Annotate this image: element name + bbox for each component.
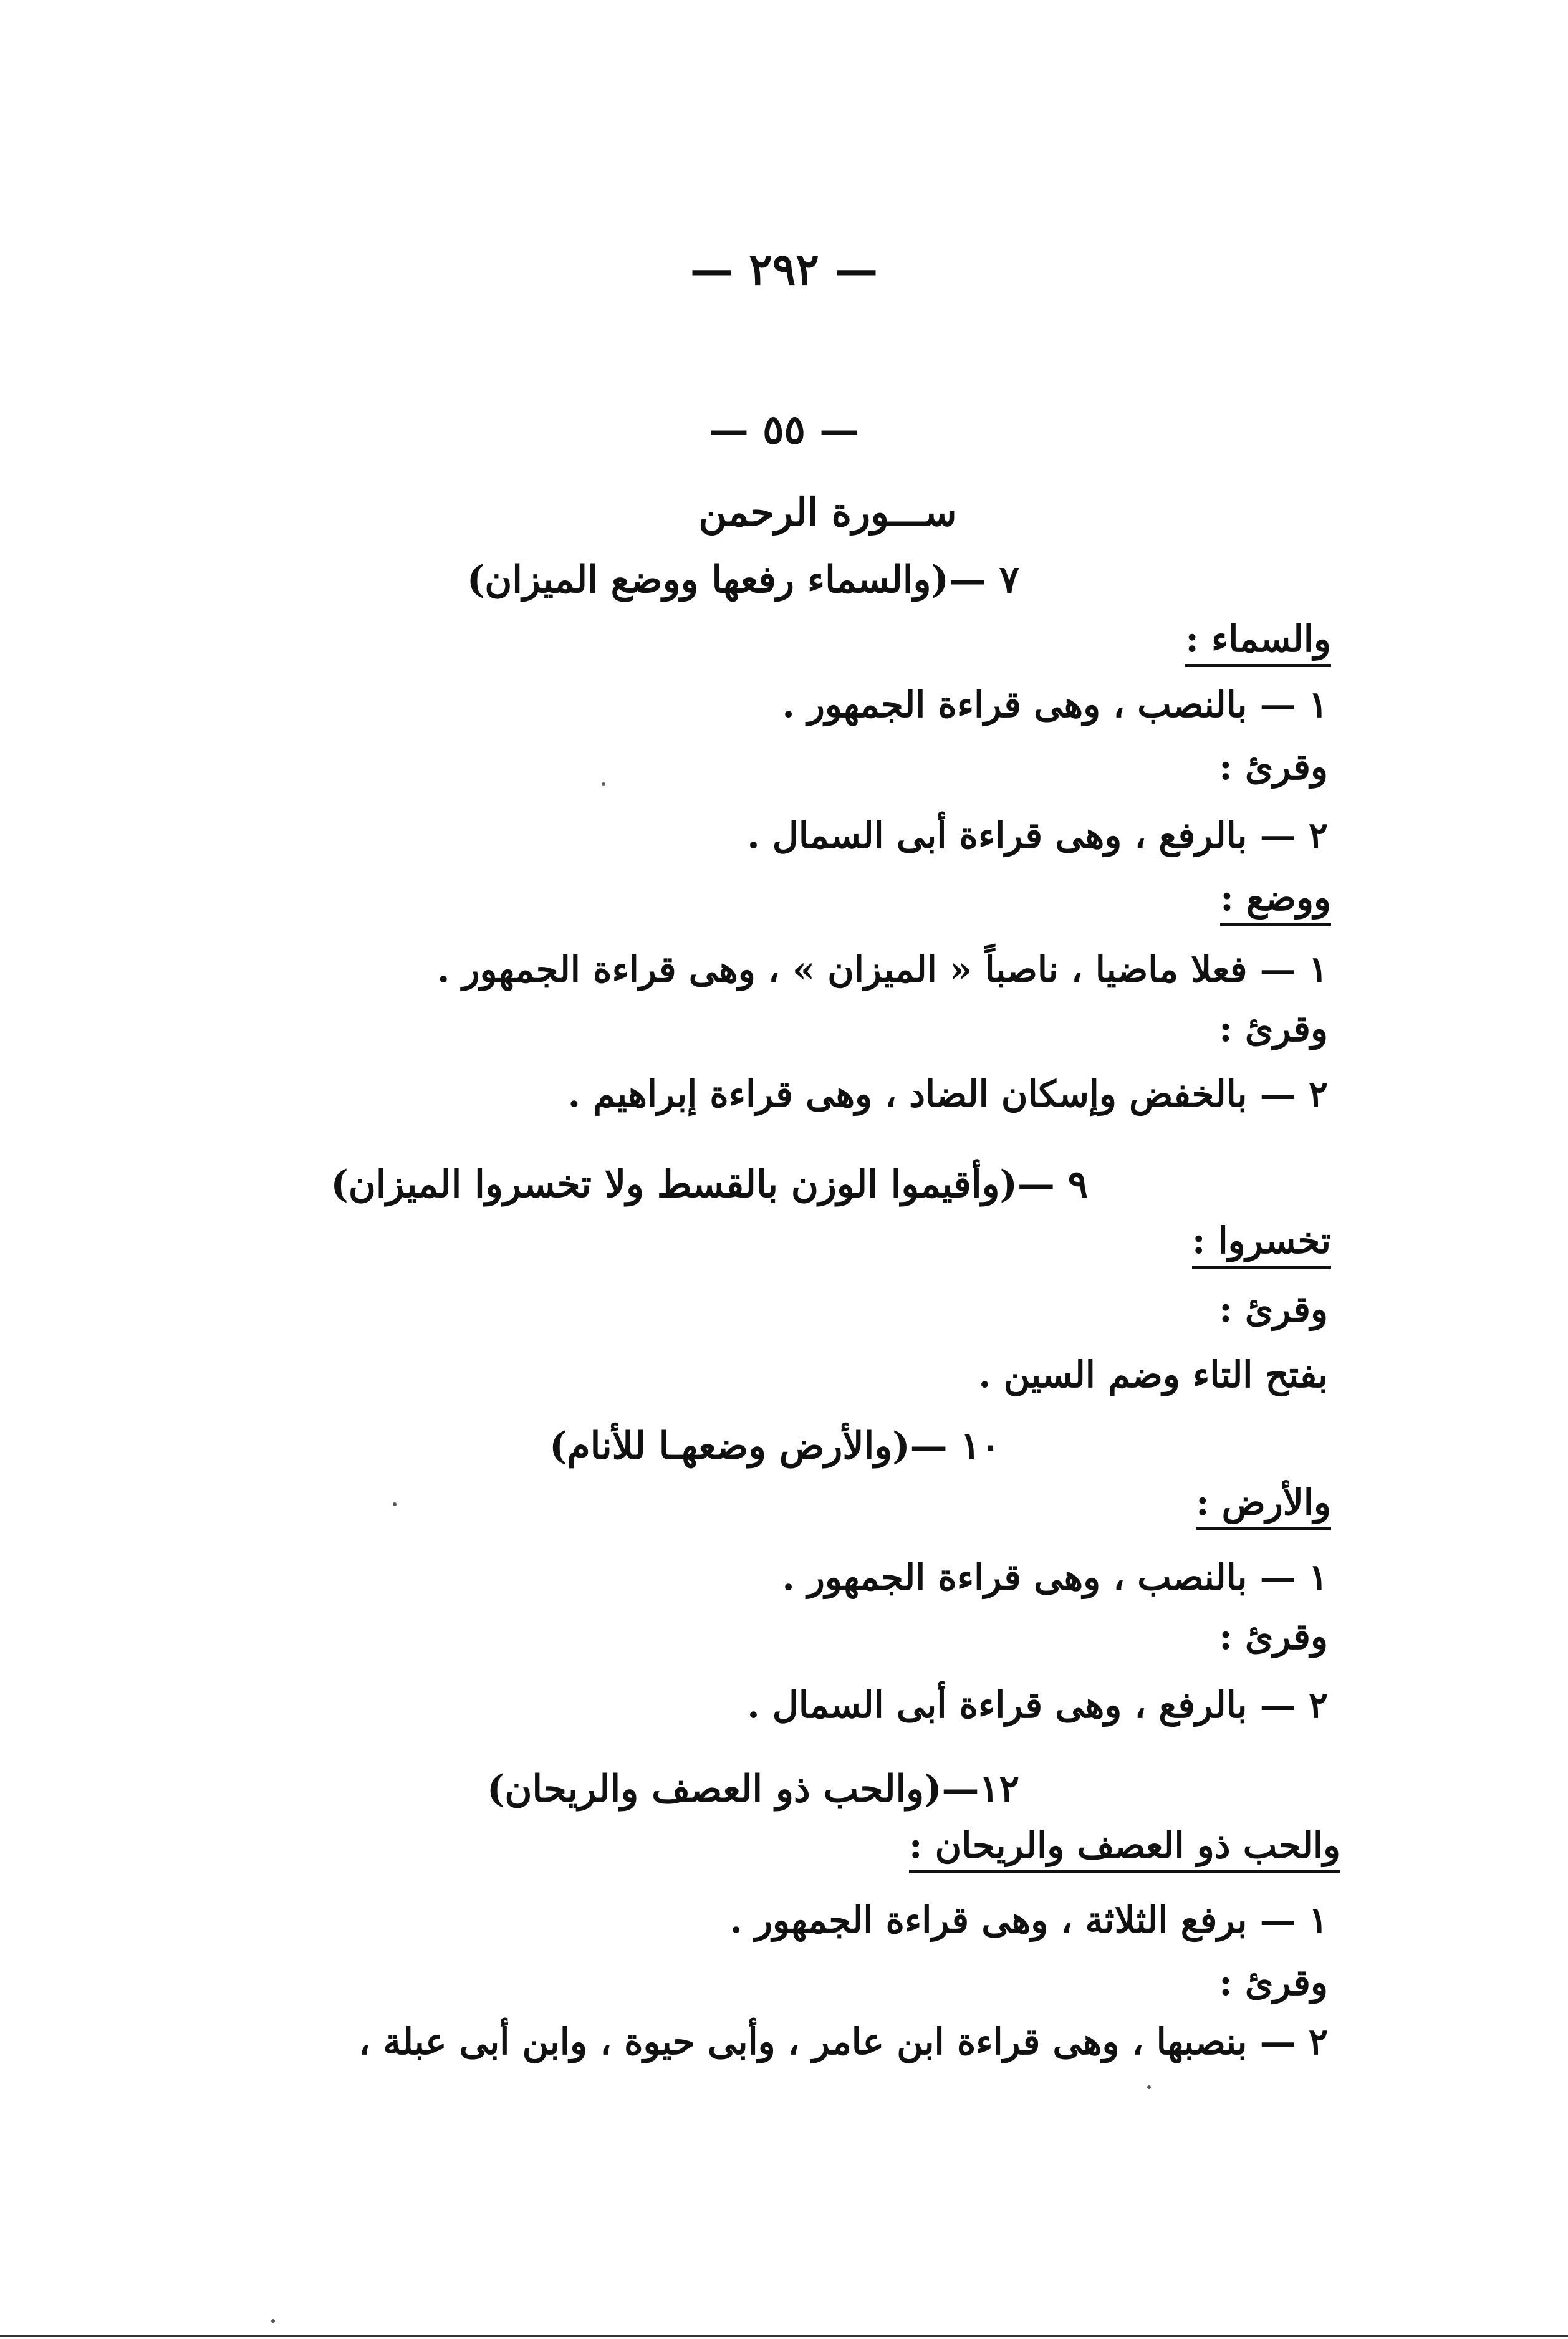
bottom-edge-line: [0, 2335, 1568, 2337]
qurria-label: وقرئ :: [1219, 1615, 1328, 1658]
ayah-10-text: ١٠ —(والأرض وضعهـا للأنام): [549, 1424, 1001, 1468]
reading-line: ١ — فعلا ماضيا ، ناصباً « الميزان » ، وهى قراءة الجمهور .: [437, 948, 1328, 991]
qurria-label: وقرئ :: [1219, 1007, 1328, 1050]
ayah-12-text: ١٢—(والحب ذو العصف والريحان): [486, 1767, 1019, 1811]
qurria-label: وقرئ :: [1219, 1288, 1328, 1330]
reading-line: ١ — برفع الثلاثة ، وهى قراءة الجمهور .: [729, 1899, 1328, 1941]
page-number: — ٢٩٢ —: [690, 243, 878, 295]
scan-speck: [271, 2319, 275, 2323]
ayah-9-text: ٩ —(وأقيموا الوزن بالقسط ولا تخسروا الميزان): [330, 1163, 1088, 1206]
scan-speck: [1147, 2085, 1151, 2089]
term-wal-ard: والأرض :: [1196, 1481, 1331, 1530]
term-heading: [1192, 1216, 1331, 1266]
reading-line: ٢ — بنصبها ، وهى قراءة ابن عامر ، وأبى حيوة ، وابن أبى عبلة ،: [358, 2020, 1328, 2063]
qurria-label: وقرئ :: [1219, 1961, 1328, 2004]
term-wal-habb: والحب ذو العصف والريحان :: [909, 1824, 1340, 1873]
reading-line: بفتح التاء وضم السين .: [978, 1353, 1328, 1396]
term-wal-samaa: والسماء :: [1185, 618, 1331, 667]
scan-speck: [393, 1502, 397, 1506]
reading-line: ١ — بالنصب ، وهى قراءة الجمهور .: [782, 683, 1328, 726]
qurria-label: وقرئ :: [1219, 746, 1328, 788]
term-heading: [1220, 873, 1331, 923]
reading-line: ٢ — بالرفع ، وهى قراءة أبى السمال .: [747, 1684, 1328, 1726]
reading-line: ٢ — بالخفض وإسكان الضاد ، وهى قراءة إبراهيم .: [567, 1073, 1328, 1115]
term-heading: [1185, 614, 1331, 664]
section-number: — ٥٥ —: [708, 406, 860, 453]
term-heading: [1196, 1477, 1331, 1527]
term-heading: [909, 1820, 1340, 1870]
scan-speck: [602, 782, 605, 786]
reading-line: ٢ — بالرفع ، وهى قراءة أبى السمال .: [747, 814, 1328, 857]
reading-line: ١ — بالنصب ، وهى قراءة الجمهور .: [782, 1556, 1328, 1598]
term-tukhsiru: تخسروا :: [1192, 1219, 1331, 1269]
surah-title: ســـورة الرحمن: [698, 489, 957, 535]
term-wawada: ووضع :: [1220, 877, 1331, 926]
ayah-7-text: ٧ —(والسماء رفعها ووضع الميزان): [466, 558, 1019, 602]
